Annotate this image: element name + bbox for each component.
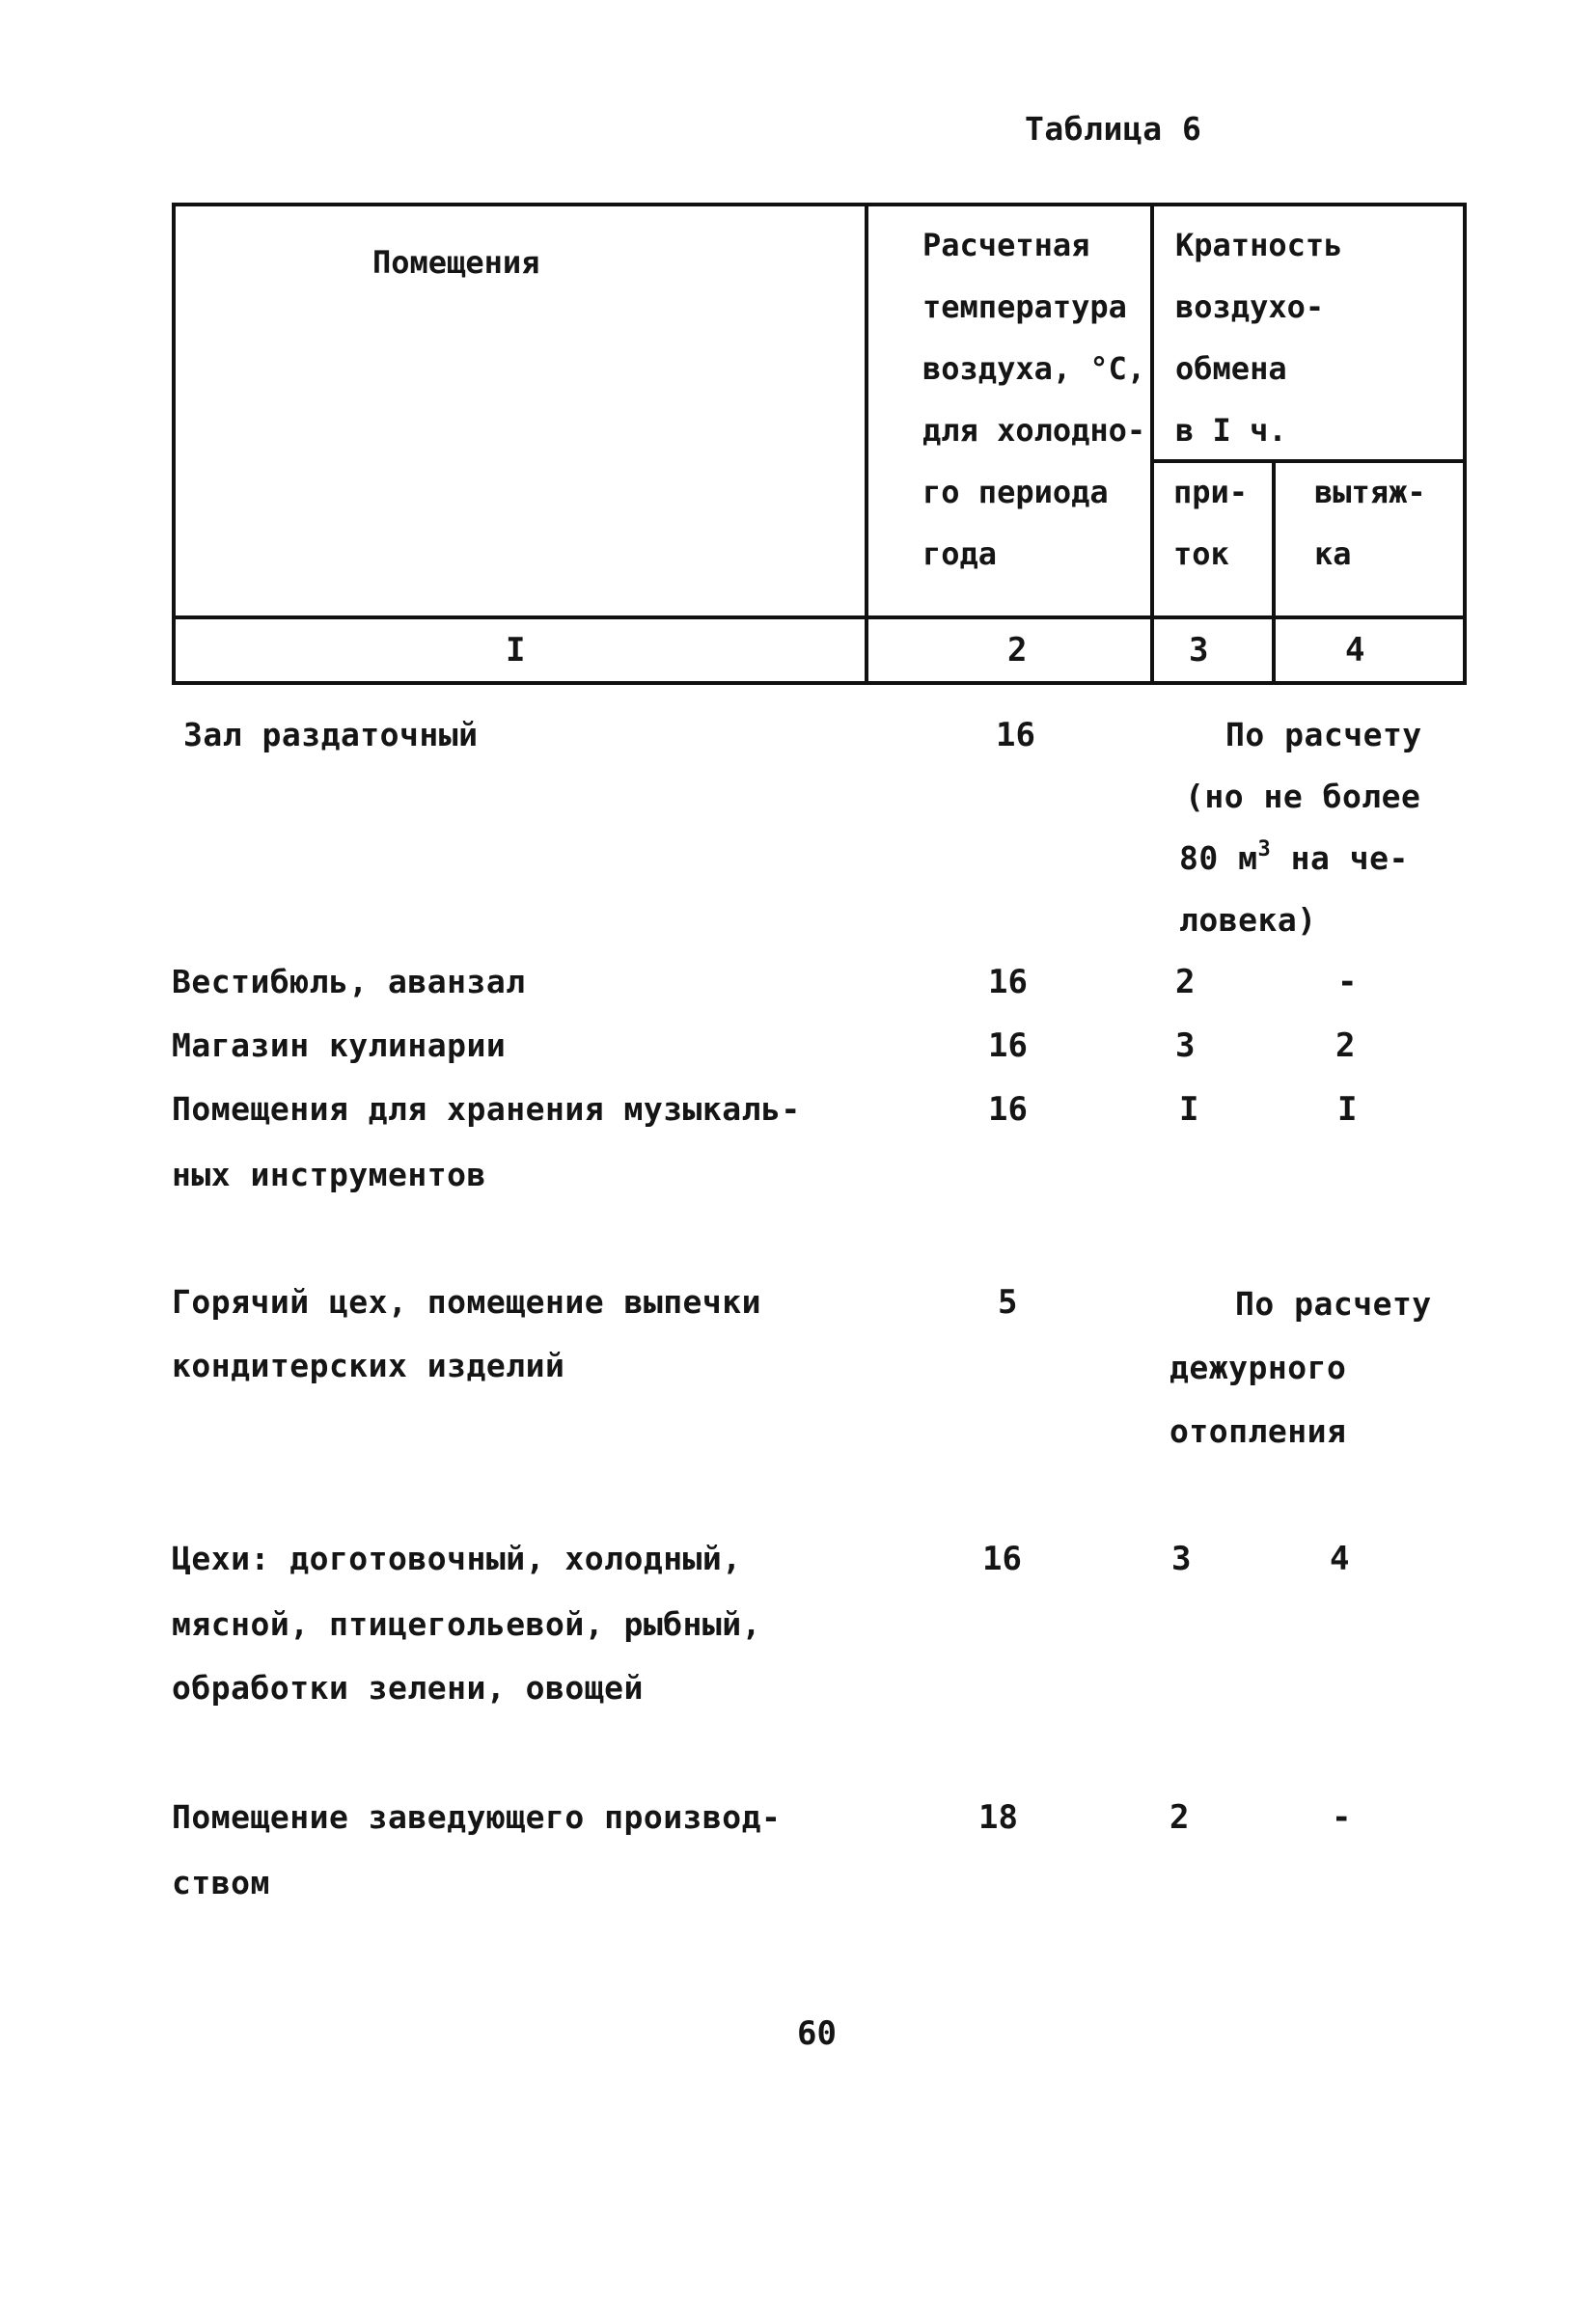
header-col34-line: в I ч. (1175, 412, 1287, 449)
header-col2-line: года (922, 535, 998, 572)
exhaust-value: I (1337, 1090, 1358, 1129)
header-col34-line: воздухо- (1175, 288, 1325, 325)
temperature-value: 16 (982, 1540, 1022, 1578)
exchange-note: дежурного (1169, 1349, 1347, 1386)
header-col3-line: при- (1173, 474, 1249, 510)
room-name: ством (172, 1864, 270, 1901)
room-name: Вестибюль, аванзал (172, 963, 526, 1000)
header-col2-line: го периода (922, 474, 1109, 510)
header-top-border (172, 203, 1467, 206)
temperature-value: 16 (988, 963, 1028, 1001)
header-col2-line: воздуха, °С, (922, 350, 1146, 387)
room-name: ных инструментов (172, 1156, 486, 1193)
supply-value: 3 (1175, 1026, 1196, 1065)
page-number: 60 (797, 2014, 837, 2053)
header-divider-3-4 (1272, 461, 1276, 685)
room-name: Помещения для хранения музыкаль- (172, 1090, 801, 1128)
room-name: Цехи: доготовочный, холодный, (172, 1540, 742, 1577)
header-number-row-top (172, 615, 1467, 619)
temperature-value: 5 (998, 1283, 1018, 1322)
header-col1-label: Помещения (372, 244, 540, 281)
temperature-value: 16 (988, 1026, 1028, 1065)
temperature-value: 16 (996, 716, 1035, 754)
column-number-2: 2 (1007, 631, 1028, 670)
header-divider-1-2 (865, 203, 868, 685)
supply-value: 2 (1169, 1798, 1190, 1837)
header-col34-line: обмена (1175, 350, 1287, 387)
header-left-border (172, 203, 176, 685)
header-right-border (1463, 203, 1467, 685)
room-name: мясной, птицегольевой, рыбный, (172, 1605, 762, 1643)
header-divider-2-3 (1150, 203, 1154, 685)
header-col3-line: ток (1173, 535, 1229, 572)
header-col2-line: для холодно- (922, 412, 1146, 449)
room-name: Магазин кулинарии (172, 1026, 507, 1064)
supply-value: I (1179, 1090, 1199, 1129)
temperature-value: 16 (988, 1090, 1028, 1129)
table-caption: Таблица 6 (1025, 110, 1202, 148)
room-name: кондитерских изделий (172, 1347, 565, 1384)
exhaust-value: - (1332, 1798, 1352, 1837)
header-col34-line: Кратность (1175, 227, 1343, 263)
room-name: Помещение заведующего производ- (172, 1798, 782, 1836)
exchange-note: По расчету (1225, 716, 1422, 753)
exchange-note: отопления (1169, 1412, 1347, 1450)
temperature-value: 18 (978, 1798, 1018, 1837)
column-number-4: 4 (1345, 631, 1365, 670)
room-name: Зал раздаточный (183, 716, 479, 753)
header-col2-line: температура (922, 288, 1127, 325)
header-bottom-border (172, 681, 1467, 685)
exchange-note: ловека) (1179, 901, 1317, 939)
column-number-3: 3 (1189, 631, 1209, 670)
exchange-note: (но не более (1185, 778, 1421, 815)
room-name: Горячий цех, помещение выпечки (172, 1283, 762, 1321)
exhaust-value: - (1337, 963, 1358, 1001)
header-col4-line: вытяж- (1314, 474, 1426, 510)
supply-value: 3 (1171, 1540, 1192, 1578)
exhaust-value: 2 (1335, 1026, 1356, 1065)
column-number-1: I (506, 631, 526, 670)
exhaust-value: 4 (1330, 1540, 1350, 1578)
exchange-note: 80 $м^3$ на че- (1179, 837, 1409, 877)
supply-value: 2 (1175, 963, 1196, 1001)
room-name: обработки зелени, овощей (172, 1669, 644, 1707)
exchange-note: По расчету (1235, 1285, 1432, 1323)
header-col4-line: ка (1314, 535, 1352, 572)
header-col2-line: Расчетная (922, 227, 1090, 263)
